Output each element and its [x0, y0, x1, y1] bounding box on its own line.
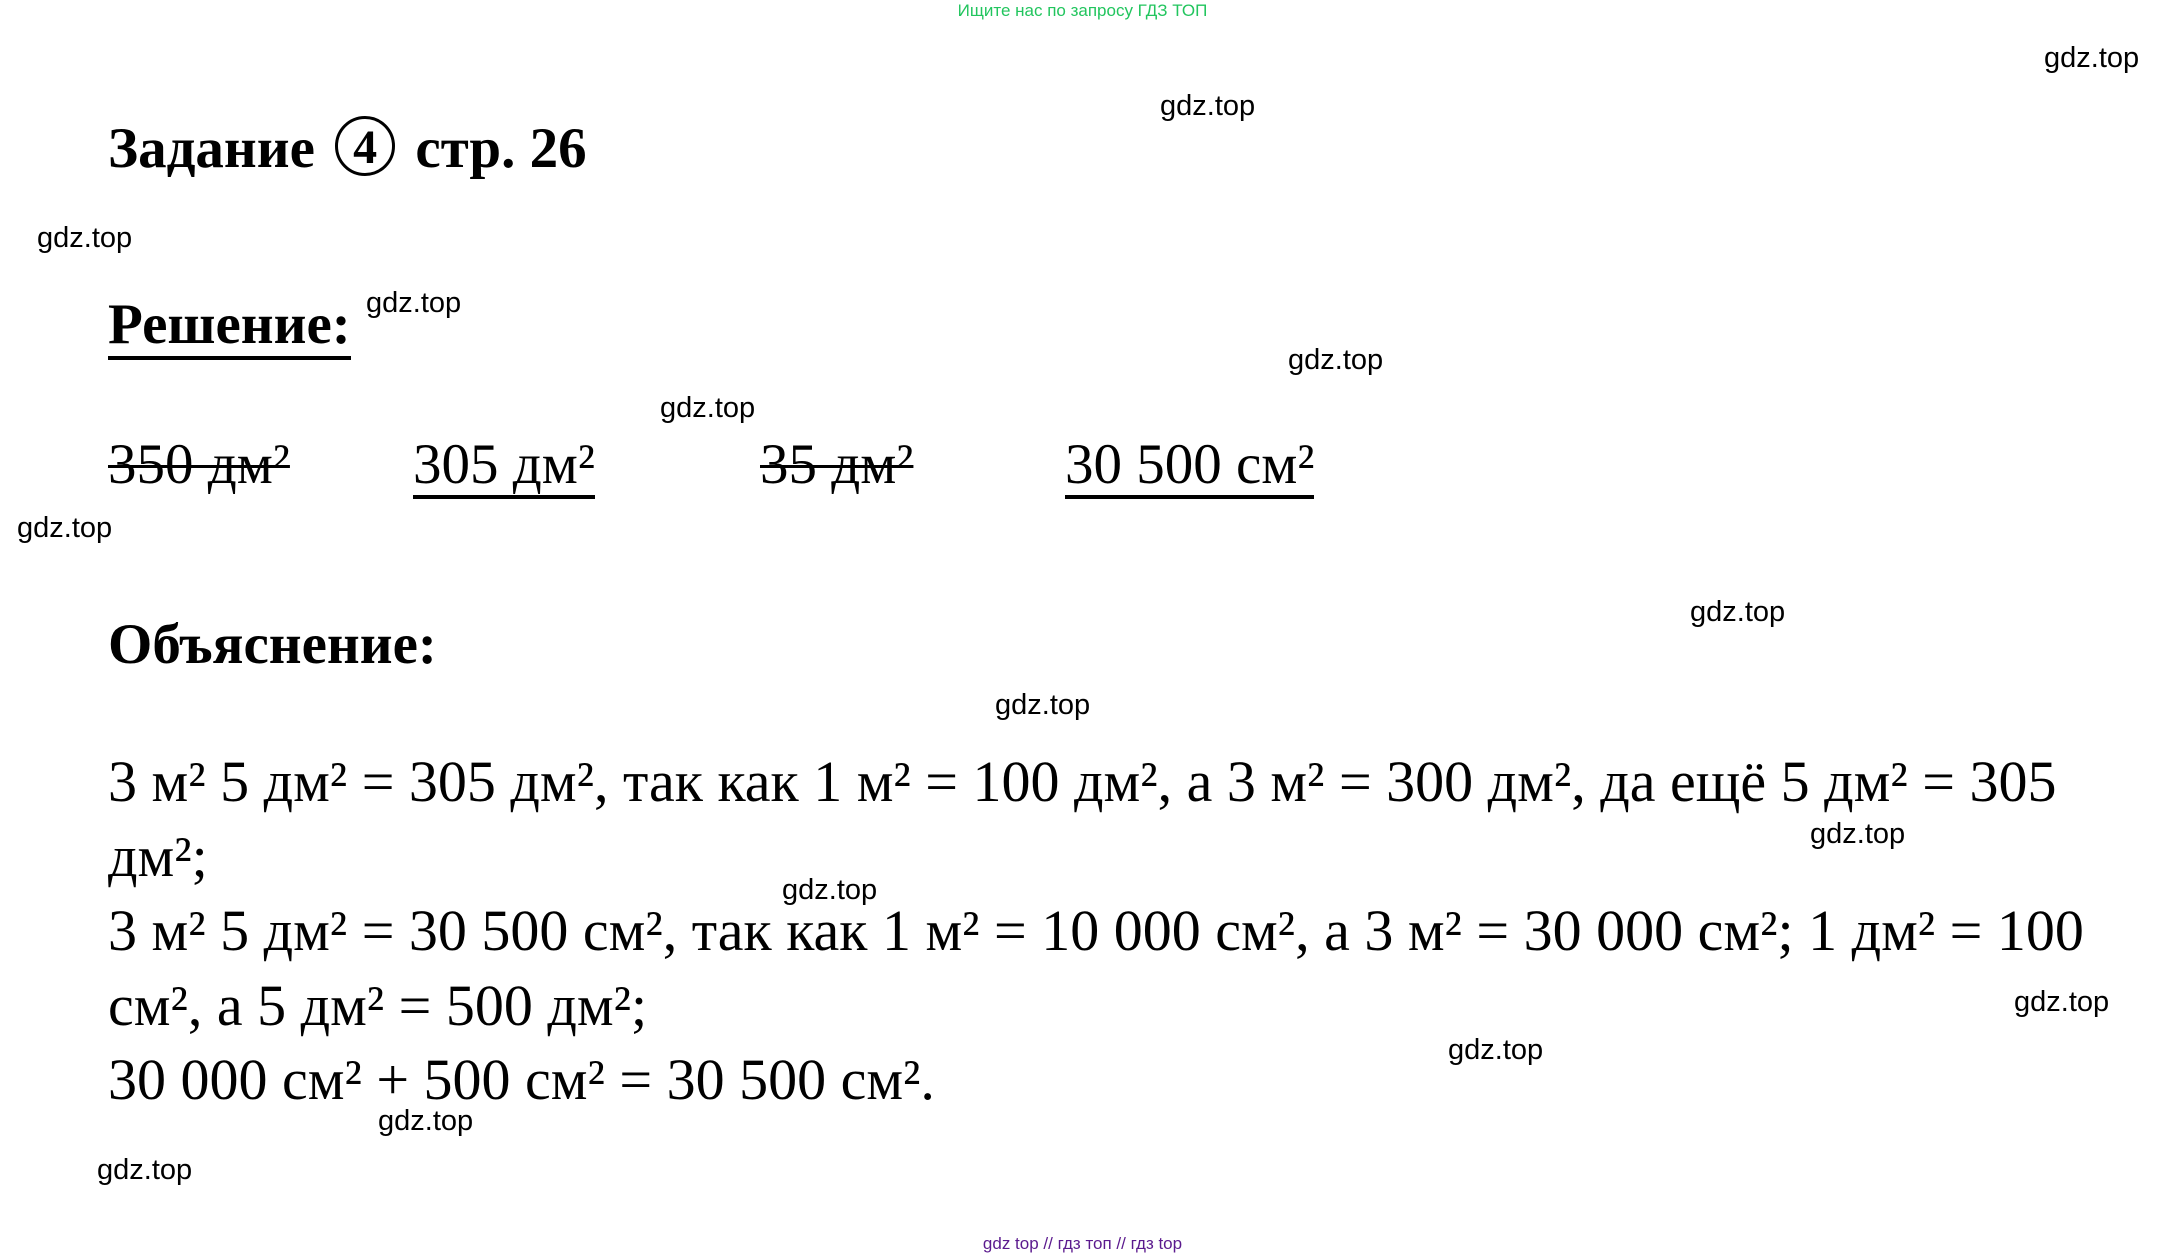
- watermark: gdz.top: [366, 287, 462, 319]
- watermark: gdz.top: [1810, 818, 1906, 850]
- watermark: gdz.top: [1690, 596, 1786, 628]
- explanation-heading: Объяснение:: [108, 613, 437, 676]
- title-suffix: стр. 26: [415, 117, 587, 180]
- title-prefix: Задание: [108, 117, 315, 180]
- watermark: gdz.top: [97, 1154, 193, 1186]
- explanation-line: 30 000 см² + 500 см² = 30 500 см².: [108, 1047, 935, 1112]
- watermark: gdz.top: [1160, 90, 1256, 122]
- option-crossed-out: 350 дм²: [108, 433, 290, 496]
- page-title: [108, 114, 587, 184]
- footer-links: gdz top // гдз топ // гдз top: [982, 1234, 1183, 1253]
- solution-heading: Решение:: [108, 290, 351, 360]
- watermark: gdz.top: [782, 874, 878, 906]
- watermark: gdz.top: [995, 689, 1091, 721]
- option-crossed-out: 35 дм²: [760, 433, 914, 496]
- watermark: gdz.top: [2014, 986, 2110, 1018]
- watermark: gdz.top: [2044, 42, 2140, 74]
- top-banner: Ищите нас по запросу ГДЗ ТОП: [957, 1, 1208, 20]
- option-correct: 30 500 см²: [1065, 435, 1314, 499]
- task-number-circle: 4: [335, 116, 395, 176]
- watermark: gdz.top: [378, 1105, 474, 1137]
- watermark: gdz.top: [660, 392, 756, 424]
- explanation-line: 3 м² 5 дм² = 305 дм², так как 1 м² = 100 дм², а 3 м² = 300 дм², да ещё 5 дм² = 305 дм²;: [108, 749, 2057, 889]
- explanation-body: [108, 745, 2148, 1118]
- watermark: gdz.top: [1288, 344, 1384, 376]
- watermark: gdz.top: [37, 222, 133, 254]
- explanation-line: 3 м² 5 дм² = 30 500 см², так как 1 м² = 10 000 см², а 3 м² = 30 000 см²; 1 дм² = 100 см², а 5 дм² = 500 дм²;: [108, 898, 2084, 1038]
- watermark: gdz.top: [1448, 1034, 1544, 1066]
- option-correct: 305 дм²: [413, 435, 595, 499]
- watermark: gdz.top: [17, 512, 113, 544]
